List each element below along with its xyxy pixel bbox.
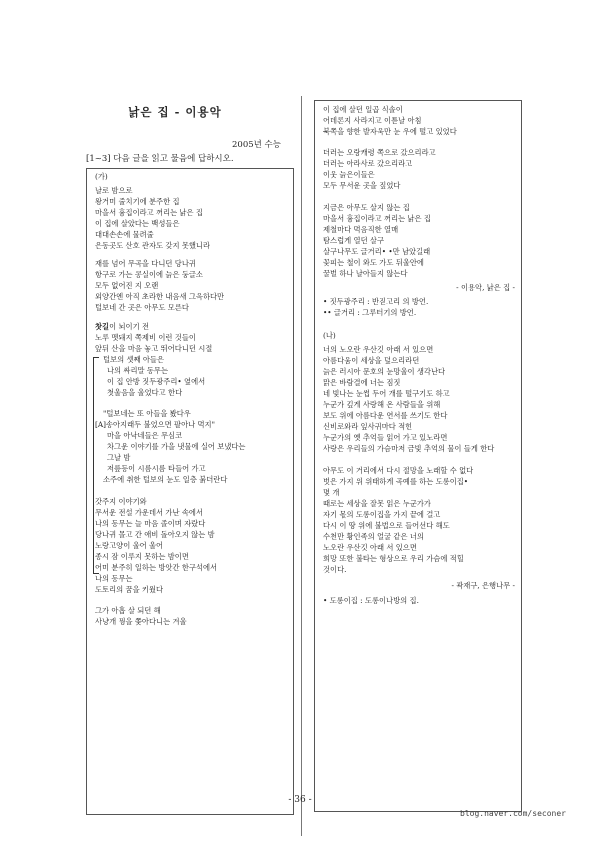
poem-source: - 곽재구, 은행나무 - <box>451 581 515 590</box>
poem-line: 재를 넘어 무곡을 다니던 당나귀 <box>95 259 196 268</box>
column-divider <box>301 96 302 836</box>
poem-line: 몇 개 <box>323 488 340 497</box>
poem-line: 때로는 세상을 잘못 읽은 누군가가 <box>323 499 431 508</box>
poem-line: 마을서 흉집이라고 꺼리는 낡은 집 <box>95 208 203 217</box>
poem-line: 누군가 깊게 사랑해 온 사람들을 위해 <box>323 400 441 409</box>
poem-line: 어미 분주히 일하는 방앗간 한구석에서 <box>95 563 218 572</box>
poem-line: 지금은 아무도 살지 않는 집 <box>323 203 410 212</box>
poem-line: 털보네 간 곳은 아무도 모른다 <box>95 303 189 312</box>
poem-line-a-label: [A]송아지래두 불었으면 팔아나 먹지" <box>95 420 215 429</box>
poem-line: "털보네는 또 아들을 봤다우 <box>103 409 191 418</box>
poem-line: 노오란 우산깃 아래 서 있으면 <box>323 543 417 552</box>
poem-line: 나의 싸리말 동무는 <box>107 366 169 375</box>
poem-line: 제철마다 먹음직한 열매 <box>323 225 399 234</box>
poem-source: - 이용악, 낡은 집 - <box>456 283 515 292</box>
poem-line: 어데론지 사라지고 이튿날 아침 <box>323 116 422 125</box>
poem-line: 마을 아낙네들은 무심코 <box>107 431 183 440</box>
poem-line: 이웃 늙은이들은 <box>323 170 375 179</box>
poem-line: 마을서 흉집이라고 꺼리는 낡은 집 <box>323 214 431 223</box>
poem-line: 이 집 안방 짓두광주리• 옆에서 <box>107 377 206 386</box>
poem-line: 저릎등이 시름시름 타들어 가고 <box>107 464 206 473</box>
poem-line: 당나귀 몰고 간 애비 돌아오지 않는 밤 <box>95 530 215 539</box>
question-instruction: [1~3] 다음 글을 읽고 물음에 답하시오. <box>86 154 234 164</box>
poem-line: 항구로 가는 콩실이에 늙은 둥글소 <box>95 270 203 279</box>
poem-line: 벗은 가지 위 위태하게 곡예를 하는 도롱이집• <box>323 477 469 486</box>
poem-line: 사랑은 우리들의 가슴마저 금빛 추억의 물이 들게 한다 <box>323 444 495 453</box>
blog-url: blog.naver.com/seconer <box>460 809 566 818</box>
poem-line: 차그운 이야기를 가을 냇물에 실어 보냈다는 <box>107 442 246 451</box>
poem-line <box>95 322 289 331</box>
poem-line: 왕거미 줄치기에 분주한 집 <box>95 197 180 206</box>
poem-line: 첫울음을 울었다고 한다 <box>107 388 183 397</box>
poem-line: 이 집에 살던 일곱 식솔이 <box>323 105 403 114</box>
page-number: - 36 - <box>288 795 312 805</box>
poem-line: 늙은 러시아 문호의 눈망울이 생각난다 <box>323 367 446 376</box>
poem-line: 다시 이 땅 위에 불법으로 들어선다 해도 <box>323 521 450 530</box>
page-title: 낡은 집 - 이용악 <box>128 105 222 119</box>
poem-line: 그가 아홉 살 되던 해 <box>95 606 161 615</box>
poem-line: 종시 잠 이루지 못하는 밤이면 <box>95 552 189 561</box>
section-label-na: (나) <box>323 331 336 340</box>
poem-line: 희망 또한 불타는 형상으로 우리 가슴에 적힐 <box>323 554 464 563</box>
poem-line: 자기 몫의 도롱이집을 가지 끝에 걸고 <box>323 510 441 519</box>
poem-line: 앞뒤 산을 마음 놓고 뛰어다니던 시절 <box>95 344 213 353</box>
poem-line: 모두 무서운 곳을 짚었다 <box>323 181 401 190</box>
poem-line: 네 빛나는 눈썹 두어 개를 떨구기도 하고 <box>323 389 450 398</box>
poem-line: 모두 없어진 지 오랜 <box>95 281 159 290</box>
poem-line: 아무도 이 거리에서 다시 절망을 노래할 수 없다 <box>323 466 474 475</box>
footnote: • 도롱이집 : 도롱이나방의 집. <box>323 596 419 605</box>
poem-line: 그날 밤 <box>107 453 131 462</box>
poem-line: 신비로와라 잎사귀마다 적힌 <box>323 422 413 431</box>
poem-line: 북쪽을 향한 발자욱만 눈 우에 떨고 있었다 <box>323 127 457 136</box>
poem-line: 탐스럽게 열던 살구 <box>323 236 385 245</box>
poem-line: 맑은 바람결에 너는 짐짓 <box>323 378 401 387</box>
poem-line: 꽃피는 철이 와도 가도 뒤울안에 <box>323 258 424 267</box>
poem-line: 날로 밤으로 <box>95 186 133 195</box>
footnote: • 짓두광주리 : 반짇고리 의 방언. <box>323 297 429 306</box>
poem-line: 너의 노오란 우산깃 아래 서 있으면 <box>323 345 434 354</box>
emphasized-word: 찻길 <box>95 322 110 331</box>
poem-line: 도토리의 꿈을 키웠다 <box>95 585 164 594</box>
poem-line: 갓주지 이야기와 <box>95 497 147 506</box>
poem-line: 아름다움이 세상을 덮으리라던 <box>323 356 420 365</box>
poem-line: 꿀벌 하나 날아들지 않는다 <box>323 269 408 278</box>
poem-line: 나의 동무는 <box>95 574 133 583</box>
poem-line: 사냥개 꿩을 쫓아다니는 겨울 <box>95 617 187 626</box>
poem-line: 수천만 황인족의 얼굴 같은 너의 <box>323 532 424 541</box>
poem-line: 외양간엔 아직 초라한 내음새 그윽하다만 <box>95 292 225 301</box>
passage-box-left <box>86 168 294 815</box>
poem-line: 더러는 오랑캐령 쪽으로 갔으리라고 <box>323 148 436 157</box>
poem-line: 노루 멧돼지 쪽제비 이런 것들이 <box>95 333 196 342</box>
poem-line: 살구나무도 글거리• •만 남았길래 <box>323 247 431 256</box>
poem-line-rest: 이 뇌이기 전 <box>109 322 149 331</box>
passage-box-right <box>314 100 522 812</box>
poem-line: 나의 동무는 늘 마음 졸이며 자랐다 <box>95 519 206 528</box>
poem-line: 대대손손에 물려줄 <box>95 230 154 239</box>
poem-line: 이 집에 살았다는 백성들은 <box>95 219 180 228</box>
poem-line: 보도 위에 아름다운 연서를 쓰기도 한다 <box>323 411 448 420</box>
poem-line: 은동곳도 산호 관자도 갖지 못했니라 <box>95 241 211 250</box>
poem-line: 누군가의 옛 추억들 읽어 가고 있노라면 <box>323 433 448 442</box>
poem-line: 것이다. <box>323 565 347 574</box>
poem-line: 소주에 취한 털보의 눈도 일층 붉더란다 <box>103 475 228 484</box>
poem-line: 더러는 아라사로 갔으리라고 <box>323 159 413 168</box>
exam-year: 2005년 수능 <box>232 140 281 150</box>
footnote: •• 글거리 : 그루터기의 방언. <box>323 308 417 317</box>
section-label-ga: (가) <box>95 172 108 181</box>
poem-line: 노랑고양이 울어 울어 <box>95 541 164 550</box>
poem-line: 털보의 셋째 아들은 <box>103 355 165 364</box>
poem-line: 무서운 전설 가운데서 가난 속에서 <box>95 508 203 517</box>
